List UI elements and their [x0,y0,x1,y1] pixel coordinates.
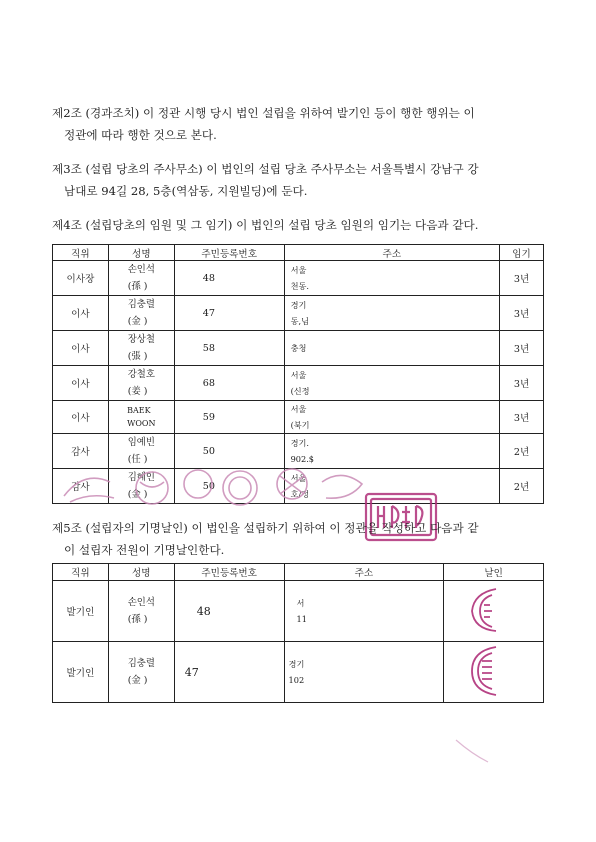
article-3-line2: 남대로 94길 28, 5층(역삼동, 지원빌딩)에 둔다. [64,184,308,198]
term-cell: 3년 [500,366,544,401]
name-korean: 장상철 [127,334,155,345]
address-line2: 902.$ [290,454,315,464]
article-3 [52,158,552,202]
address-line1: 경기 [290,300,307,310]
address-line2: 102 [288,675,305,685]
id-cell: 50 [174,434,284,469]
article-2-line2: 정관에 따라 행한 것으로 본다. [64,128,217,142]
id-cell: 50 [174,469,284,504]
position-cell: 이사 [53,296,109,331]
id-cell: 59 [174,401,284,434]
term-cell: 3년 [500,261,544,296]
id-cell: 47 [174,296,284,331]
name-hanja: WOON [127,419,156,428]
seal-stamps-row [60,462,370,512]
seal-circle [136,472,168,504]
address-line1: 경기 [288,659,305,669]
name-hanja: (金 ) [127,316,148,327]
table-row [53,261,544,296]
address-line2: 11 [296,614,307,624]
address-line2: 동,님 [290,316,309,326]
header-name: 성명 [108,564,174,581]
address-line2: (신정 [290,386,310,396]
address-cell [284,366,499,401]
address-line1: 서울 [290,265,307,275]
article-5-line2: 이 설립자 전원이 기명날인한다. [64,543,225,557]
name-korean: 김혜인 [127,472,155,483]
position-cell: 이사 [53,366,109,401]
seal-arc-left [64,478,110,496]
name-hanja: (金 ) [127,675,148,686]
founders-header-row [53,564,544,581]
seal-circle [223,471,257,505]
personal-seal-icon [468,587,498,633]
term-cell: 2년 [500,434,544,469]
address-cell [284,401,499,434]
article-4 [52,214,552,236]
id-cell: 48 [174,581,284,642]
name-cell [108,261,174,296]
address-line2: 호/정 [290,489,310,499]
name-korean: 김충렬 [127,658,155,669]
name-hanja: (金 ) [127,489,148,500]
name-hanja: (姜 ) [127,386,148,397]
seal-cell [444,642,544,703]
name-korean: 임예빈 [127,437,155,448]
position-cell: 이사 [53,401,109,434]
personal-seal-icon [468,645,498,697]
address-line1: 서울 [290,473,307,483]
term-cell: 3년 [500,331,544,366]
address-line1: 충청 [290,343,307,353]
position-cell: 이사 [53,331,109,366]
seal-cell [444,581,544,642]
id-cell: 47 [174,642,284,703]
position-cell: 발기인 [53,581,109,642]
header-id: 주민등록번호 [174,245,284,261]
address-cell [284,581,444,642]
name-hanja: (張 ) [127,351,148,362]
article-5 [52,517,552,561]
name-korean: 손인석 [127,264,155,275]
table-row [53,642,544,703]
article-2-line1: 제2조 (경과조치) 이 정관 시행 당시 법인 설립을 위하여 발기인 등이 행한 행위는 이 [52,106,475,120]
founders-table [52,563,544,703]
header-address: 주소 [284,245,499,261]
address-cell [284,261,499,296]
name-korean: BAEK [127,406,151,415]
name-cell [108,331,174,366]
address-line1: 서울 [290,370,307,380]
name-hanja: (孫 ) [127,614,148,625]
name-korean: 김충렬 [127,299,155,310]
article-3-line1: 제3조 (설립 당초의 주사무소) 이 법인의 설립 당초 주사무소는 서울특별시 강남구 강 [52,162,479,176]
table-row [53,296,544,331]
faint-seal-mark [452,736,492,766]
name-hanja: (孫 ) [127,281,148,292]
header-position: 직위 [53,564,109,581]
term-cell: 3년 [500,401,544,434]
address-cell [284,642,444,703]
name-korean: 강철호 [127,369,155,380]
term-cell: 3년 [500,296,544,331]
address-line2: 천동. [290,281,309,291]
header-position: 직위 [53,245,109,261]
header-name: 성명 [108,245,174,261]
table-row [53,366,544,401]
seal-circle [184,470,212,498]
address-line1: 경기. [290,438,309,448]
address-cell [284,296,499,331]
header-id: 주민등록번호 [174,564,284,581]
name-cell [108,366,174,401]
term-cell: 2년 [500,469,544,504]
name-cell [108,581,174,642]
address-line1: 서울 [290,404,307,414]
address-line1: 서 [296,598,305,608]
id-cell: 58 [174,331,284,366]
address-line2: (북기 [290,420,310,430]
position-cell: 이사장 [53,261,109,296]
name-cell [108,401,174,434]
article-2 [52,102,552,146]
header-seal: 날인 [444,564,544,581]
article-4-line1: 제4조 (설립당초의 임원 및 그 임기) 이 법인의 설립 당초 임원의 임기는 다음과 같다. [52,218,479,232]
name-cell [108,296,174,331]
address-cell [284,331,499,366]
officers-header-row [53,245,544,261]
table-row [53,581,544,642]
name-cell [108,642,174,703]
id-cell: 68 [174,366,284,401]
article-5-line1: 제5조 (설립자의 기명날인) 이 법인을 설립하기 위하여 이 정관을 작성하고 다음과 같 [52,521,479,535]
id-cell: 48 [174,261,284,296]
name-korean: 손인석 [127,597,155,608]
header-address: 주소 [284,564,444,581]
position-cell: 감사 [53,469,109,504]
table-row [53,401,544,434]
table-row [53,331,544,366]
name-hanja: (任 ) [127,454,148,465]
header-term: 임기 [500,245,544,261]
position-cell: 발기인 [53,642,109,703]
position-cell: 감사 [53,434,109,469]
seal-circle [277,469,307,499]
